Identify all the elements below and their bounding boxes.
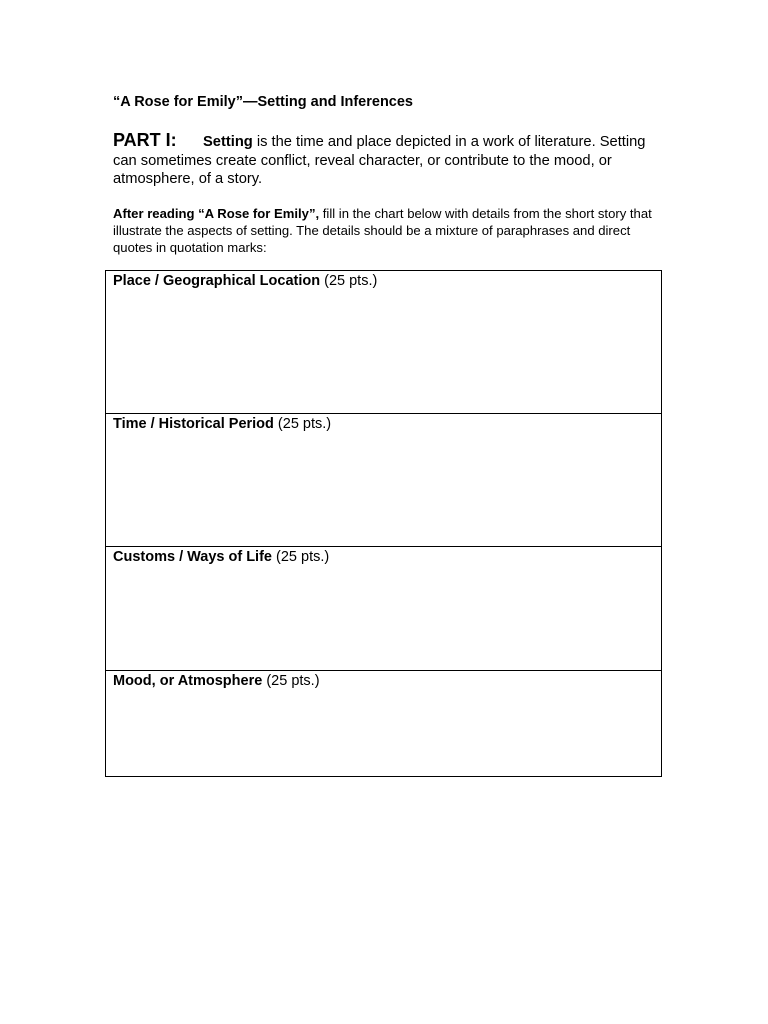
row-points: (25 pts.): [273, 416, 332, 432]
row-points: (25 pts.): [271, 549, 330, 565]
part-one-intro: [113, 131, 673, 189]
row-title: Time / Historical Period: [113, 416, 274, 432]
instructions-lead: After reading “A Rose for Emily”,: [113, 206, 320, 221]
row-title: Mood, or Atmosphere: [113, 673, 263, 689]
instructions-text: fill in the chart below with details from the short story that illustrate the aspects of setting. The details should be a mixture of paraphrases and direct quotes in quotation marks:: [113, 206, 652, 255]
customs-answer-area[interactable]: [107, 569, 660, 669]
row-points: (25 pts.): [320, 273, 378, 289]
row-points: (25 pts.): [262, 673, 320, 689]
place-answer-area[interactable]: [107, 293, 660, 412]
mood-answer-area[interactable]: [107, 693, 660, 775]
row-title: Customs / Ways of Life: [113, 549, 272, 565]
chart-row-mood: [106, 670, 661, 776]
instructions: [113, 205, 668, 256]
setting-term: Setting: [203, 134, 253, 150]
row-label-time: [113, 415, 331, 433]
chart-row-time: [106, 413, 661, 546]
row-title: Place / Geographical Location: [113, 273, 321, 289]
setting-chart: [105, 270, 662, 777]
row-label-place: [113, 272, 377, 290]
chart-row-place: [106, 271, 661, 413]
page-title: “A Rose for Emily”—Setting and Inferences: [113, 94, 413, 110]
setting-definition: is the time and place depicted in a work of literature. Setting can sometimes create conflict, reveal character, or contribute to the mood, or atmosphere, of a story.: [113, 134, 646, 187]
time-answer-area[interactable]: [107, 436, 660, 545]
row-label-mood: [113, 672, 320, 690]
part-label: PART I:: [113, 130, 177, 150]
chart-row-customs: [106, 546, 661, 670]
row-label-customs: [113, 548, 329, 566]
